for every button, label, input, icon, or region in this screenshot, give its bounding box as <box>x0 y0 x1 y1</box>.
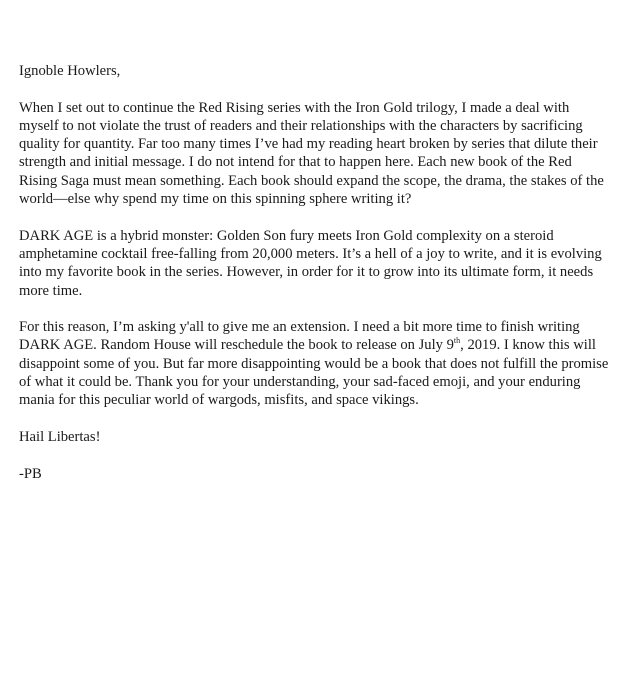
paragraph-extension-part-1: For this reason, I’m asking y'all to give me an extension. I need a bit more time to finish writing DARK AGE. Random House will reschedule the book to release on July 9 <box>19 319 580 354</box>
closing-line: Hail Libertas! <box>19 428 101 445</box>
paragraph-extension <box>19 318 611 409</box>
signature: -PB <box>19 465 42 482</box>
date-ordinal-suffix: th <box>453 336 461 346</box>
letter-body <box>19 62 611 501</box>
paragraph-extension-part-2: , 2019. I know this will disappoint some of you. But far more disappointing would be a book that does not fulfill the promise of what it could be. Thank you for your understanding, your sad-faced emoji, and your enduring mania for this peculiar world of wargods, misfits, and space vikings. <box>19 337 609 409</box>
paragraph-intro: When I set out to continue the Red Rising series with the Iron Gold trilogy, I made a deal with myself to not violate the trust of readers and their relationships with the characters by sacrificing quality for quantity. Far too many times I’ve had my reading heart broken by series that dilute their strength and initial message. I do not intend for that to happen here. Each new book of the Red Rising Saga must mean something. Each book should expand the scope, the drama, the stakes of the world—else why spend my time on this spinning sphere writing it? <box>19 99 604 208</box>
paragraph-dark-age: DARK AGE is a hybrid monster: Golden Son fury meets Iron Gold complexity on a steroid amphetamine cocktail free-falling from 20,000 meters. It’s a hell of a joy to write, and it is evolving into my favorite book in the series. However, in order for it to grow into its ultimate form, it needs more time. <box>19 227 602 299</box>
salutation: Ignoble Howlers, <box>19 63 121 79</box>
